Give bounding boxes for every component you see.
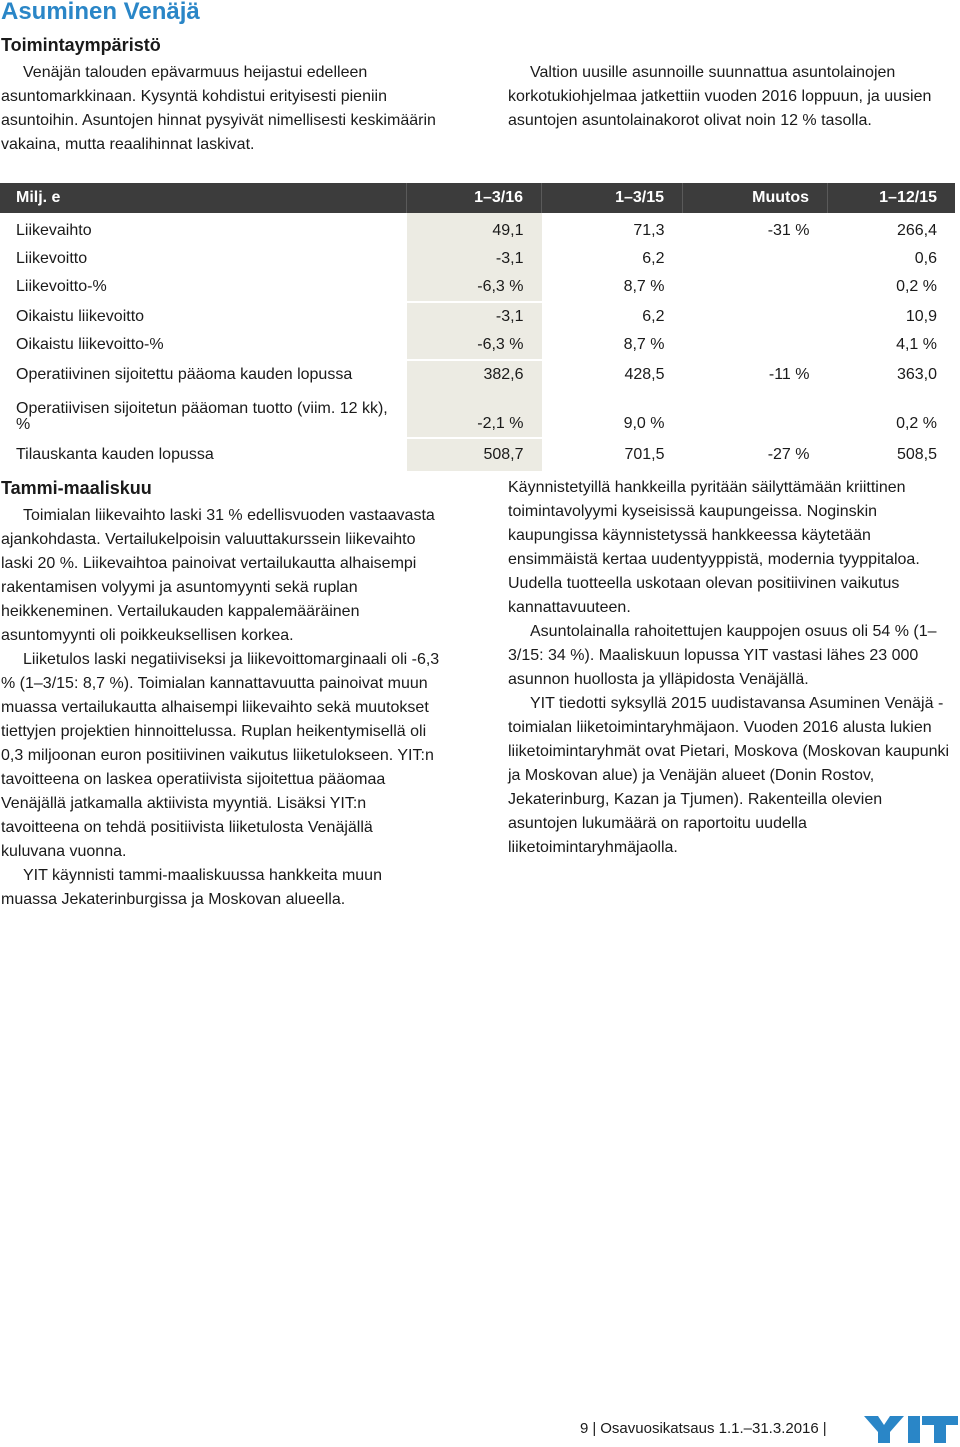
cell-q1-2016: -3,1 bbox=[407, 302, 542, 331]
table-row bbox=[0, 360, 955, 389]
row-label: Oikaistu liikevoitto-% bbox=[16, 336, 164, 353]
yit-logo-icon bbox=[864, 1416, 958, 1447]
row-label: Oikaistu liikevoitto bbox=[0, 302, 407, 331]
footer-separator: | bbox=[822, 1420, 827, 1437]
yit-logo-graphic bbox=[864, 1416, 958, 1443]
footer-separator: | bbox=[592, 1420, 597, 1437]
footer-text bbox=[580, 1420, 831, 1437]
cell-q1-2015: 6,2 bbox=[642, 250, 665, 267]
cell-q1-2016: 49,1 bbox=[407, 213, 542, 245]
intro-right-column bbox=[508, 61, 948, 133]
row-label: Liikevoitto bbox=[16, 250, 88, 267]
row-label: Liikevaihto bbox=[16, 222, 92, 239]
cell-change bbox=[683, 245, 828, 273]
body-right-column bbox=[508, 476, 953, 860]
cell-q1-2015: 8,7 % bbox=[623, 278, 665, 295]
body-paragraph: YIT käynnisti tammi-maaliskuussa hankkeita muun muassa Jekaterinburgissa ja Moskovan alueella. bbox=[1, 867, 382, 908]
page-number: 9 bbox=[580, 1420, 589, 1437]
cell-q1-2015: 428,5 bbox=[542, 360, 683, 389]
table-row bbox=[0, 302, 955, 331]
cell-q1-2015: 701,5 bbox=[542, 438, 683, 471]
body-paragraph: YIT tiedotti syksyllä 2015 uudistavansa Asuminen Venäjä -toimialan liiketoimintaryhmäjaon. Vuoden 2016 alusta lukien liiketoimintaryhmät ovat Pietari, Moskova (Moskovan kaupunki ja Moskovan alue) ja Venäjän alueet (Donin Rostov, Jekaterinburg, Kazan ja Tjumen). Rakenteilla olevien asuntojen lukumäärä on raportoitu uudella liiketoimintaryhmäjaolla. bbox=[508, 695, 950, 856]
header-q1-2015: 1–3/15 bbox=[542, 183, 683, 213]
table-row bbox=[0, 389, 955, 438]
cell-change bbox=[683, 331, 828, 360]
page-title: Asuminen Venäjä bbox=[1, 0, 200, 25]
cell-fy-2015: 0,6 bbox=[914, 250, 937, 267]
table-row bbox=[0, 331, 955, 360]
body-paragraph: Käynnistetyillä hankkeilla pyritään säilyttämään kriittinen toimintavolyymi kyseisissä kaupungeissa. Noginskin kaupungissa käynnistetyssä hankkeessa käytetään ensimmäistä kertaa uudentyyppistä, modernia tyyppitaloa. Uudella tuotteella uskotaan olevan positiivinen vaikutus kannattavuuteen. bbox=[508, 479, 920, 616]
cell-fy-2015: 508,5 bbox=[828, 438, 956, 471]
cell-q1-2016: -3,1 bbox=[407, 245, 542, 273]
intro-left-paragraph: Venäjän talouden epävarmuus heijastui edelleen asuntomarkkinaan. Kysyntä kohdistui erityisesti pieniin asuntoihin. Asuntojen hinnat pysyivät nimellisesti keskimäärin vakaina, mutta reaalihinnat laskivat. bbox=[1, 64, 436, 153]
key-figures-table bbox=[0, 183, 955, 471]
cell-q1-2016: -6,3 % bbox=[407, 273, 542, 302]
body-paragraph: Asuntolainalla rahoitettujen kauppojen osuus oli 54 % (1–3/15: 34 %). Maaliskuun lopussa YIT vastasi lähes 23 000 asunnon huollosta ja ylläpidosta Venäjällä. bbox=[508, 623, 937, 688]
table-header-row bbox=[0, 183, 955, 213]
table-row bbox=[0, 213, 955, 245]
table-row bbox=[0, 438, 955, 471]
section-heading-environment: Toimintaympäristö bbox=[1, 35, 161, 55]
cell-q1-2016: -2,1 % bbox=[407, 389, 542, 438]
row-label: Operatiivisen sijoitetun pääoman tuotto (viim. 12 kk), % bbox=[16, 400, 388, 433]
intro-left-column bbox=[1, 61, 441, 157]
cell-change: -27 % bbox=[683, 438, 828, 471]
cell-q1-2016: 382,6 bbox=[407, 360, 542, 389]
cell-change: -31 % bbox=[767, 222, 810, 239]
row-label: Operatiivinen sijoitettu pääoma kauden lopussa bbox=[0, 360, 407, 389]
header-unit: Milj. e bbox=[0, 183, 407, 213]
cell-q1-2015: 8,7 % bbox=[623, 336, 665, 353]
cell-change bbox=[683, 389, 828, 438]
page-footer bbox=[580, 1416, 960, 1443]
intro-right-paragraph: Valtion uusille asunnoille suunnattua asuntolainojen korkotukiohjelmaa jatkettiin vuoden 2016 loppuun, ja uusien asuntojen asuntolainakorot olivat noin 12 % tasolla. bbox=[508, 64, 932, 129]
cell-q1-2015: 9,0 % bbox=[623, 415, 665, 432]
header-q1-2016: 1–3/16 bbox=[407, 183, 542, 213]
body-left-column bbox=[1, 504, 441, 912]
body-paragraph: Liiketulos laski negatiiviseksi ja liikevoittomarginaali oli -6,3 % (1–3/15: 8,7 %). Toimialan kannattavuutta painoivat muun muassa vertailukautta alhaisempi liikevaihto sekä muutokset tiettyjen projektien hinnoittelussa. Ruplan heikentymisellä oli 0,3 miljoonan euron positiivinen vaikutus liiketulokseen. YIT:n tavoitteena on laskea operatiivista sijoitettua pääomaa Venäjällä jatkamalla aktiivista myyntiä. Lisäksi YIT:n tavoitteena on tehdä positiivista liiketulosta Venäjällä kuluvana vuonna. bbox=[1, 651, 440, 860]
cell-fy-2015: 0,2 % bbox=[896, 278, 937, 295]
section-heading-q1: Tammi-maaliskuu bbox=[1, 478, 152, 498]
cell-q1-2015: 71,3 bbox=[633, 222, 665, 239]
report-title: Osavuosikatsaus 1.1.–31.3.2016 bbox=[600, 1420, 819, 1437]
cell-fy-2015: 0,2 % bbox=[896, 415, 937, 432]
table-row bbox=[0, 273, 955, 302]
cell-q1-2015: 6,2 bbox=[542, 302, 683, 331]
cell-change bbox=[683, 302, 828, 331]
cell-fy-2015: 266,4 bbox=[896, 222, 937, 239]
cell-change: -11 % bbox=[683, 360, 828, 389]
row-label: Tilauskanta kauden lopussa bbox=[0, 438, 407, 471]
row-label: Liikevoitto-% bbox=[16, 278, 107, 295]
cell-q1-2016: -6,3 % bbox=[407, 331, 542, 360]
body-paragraph: Toimialan liikevaihto laski 31 % edellisvuoden vastaavasta ajankohdasta. Vertailukelpoisin valuuttakurssein liikevaihto laski 20 %. Liikevaihtoa painoivat vertailukautta alhaisempi rakentamisen volyymi ja asuntomyynti sekä ruplan heikkeneminen. Vertailukauden kappalemääräinen asuntomyynti oli poikkeuksellisen korkea. bbox=[1, 507, 435, 644]
cell-fy-2015: 4,1 % bbox=[896, 336, 937, 353]
header-fy-2015: 1–12/15 bbox=[828, 183, 956, 213]
cell-fy-2015: 10,9 bbox=[828, 302, 956, 331]
cell-fy-2015: 363,0 bbox=[828, 360, 956, 389]
table-row bbox=[0, 245, 955, 273]
cell-change bbox=[683, 273, 828, 302]
header-change: Muutos bbox=[683, 183, 828, 213]
cell-q1-2016: 508,7 bbox=[407, 438, 542, 471]
